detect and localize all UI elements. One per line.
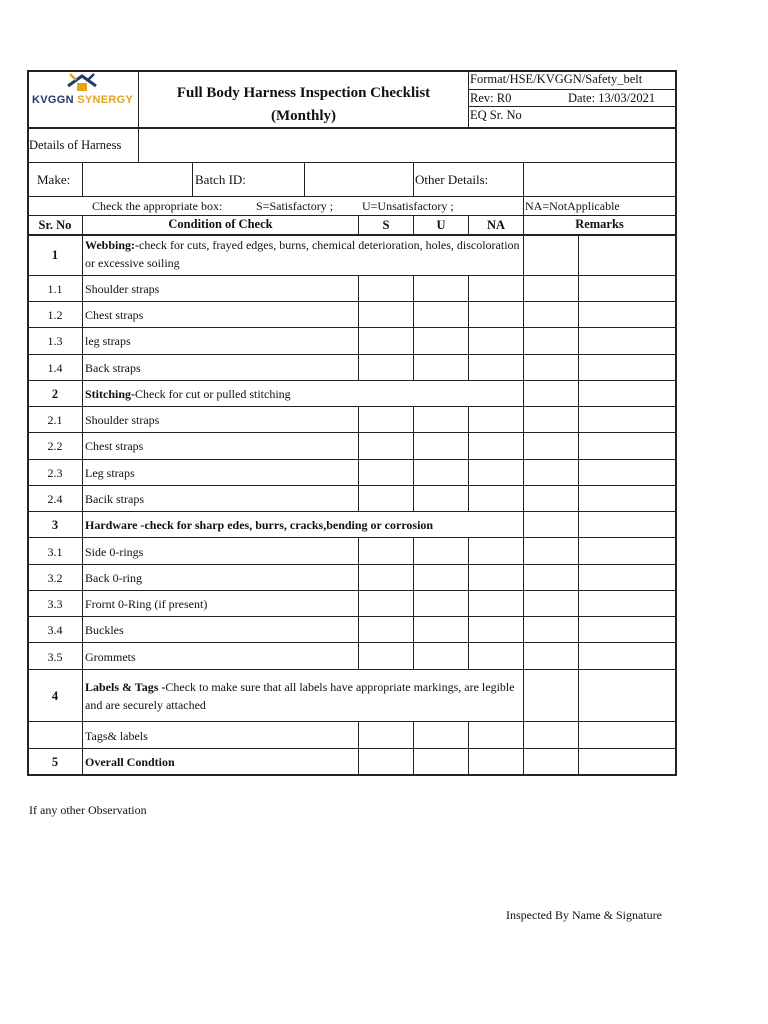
form-title: Full Body Harness Inspection Checklist: [176, 85, 431, 101]
batch-id-field[interactable]: [305, 163, 413, 196]
logo-text-synergy: SYNERGY: [77, 94, 134, 106]
item-number: 1.2: [47, 308, 63, 322]
item-number: 2.3: [47, 466, 63, 480]
item-label: Tags& labels: [85, 729, 148, 743]
details-of-harness-field[interactable]: [139, 129, 675, 162]
other-details-field[interactable]: [524, 163, 675, 196]
section-heading-bold: Overall Condtion: [85, 755, 175, 769]
issue-date: Date: 13/03/2021: [568, 91, 656, 105]
col-header-na: NA: [486, 218, 506, 232]
section-number: 5: [51, 755, 59, 769]
col-header-condition: Condition of Check: [168, 217, 273, 231]
house-tools-icon: [62, 72, 102, 94]
other-observation-label: If any other Observation: [29, 803, 147, 817]
item-label: Back straps: [85, 361, 141, 375]
other-details-label: Other Details:: [415, 172, 489, 187]
item-number: 2.2: [47, 439, 63, 453]
item-label: Shoulder straps: [85, 413, 160, 427]
details-of-harness-label: Details of Harness: [29, 138, 122, 152]
section-heading-bold: Webbing:-: [85, 238, 140, 252]
item-label: Frornt 0-Ring (if present): [85, 597, 208, 611]
col-header-u: U: [436, 218, 446, 232]
item-number: 3.1: [47, 545, 63, 559]
section-heading: [85, 519, 433, 531]
section-heading-text: Check for cut or pulled stitching: [135, 387, 291, 401]
company-logo: [30, 72, 136, 124]
item-label: Buckles: [85, 623, 124, 637]
logo-text-kvggn: KVGGN: [32, 94, 74, 106]
item-label: Chest straps: [85, 308, 144, 322]
make-field[interactable]: [83, 163, 192, 196]
item-label: Leg straps: [85, 466, 135, 480]
inspected-by-label: Inspected By Name & Signature: [506, 908, 662, 922]
item-number: 3.4: [47, 623, 63, 637]
col-header-remarks: Remarks: [575, 217, 624, 231]
item-number: 1.1: [47, 282, 63, 296]
section-heading-bold: Stitching-: [85, 387, 136, 401]
item-number: 2.1: [47, 413, 63, 427]
item-number: 3.2: [47, 571, 63, 585]
section-heading-text: Check to make sure that all labels have appropriate markings, are legible and are securely attached: [85, 680, 515, 712]
form-subtitle: (Monthly): [271, 108, 336, 124]
section-heading-text: check for sharp edes, burrs, cracks,bending or corrosion: [144, 518, 434, 532]
check-box-instruction: Check the appropriate box:: [92, 199, 223, 213]
legend-satisfactory: S=Satisfactory ;: [256, 199, 334, 213]
section-number: 4: [51, 689, 59, 703]
item-label: Chest straps: [85, 439, 144, 453]
item-label: Shoulder straps: [85, 282, 160, 296]
section-heading: [85, 236, 521, 272]
section-heading-text: check for cuts, frayed edges, burns, chemical deterioration, holes, discoloration or excessive soiling: [85, 238, 520, 270]
section-number: 1: [51, 248, 59, 262]
revision: Rev: R0: [470, 91, 512, 105]
format-code: Format/HSE/KVGGN/Safety_belt: [470, 72, 643, 86]
section-heading-bold: Hardware -: [85, 518, 145, 532]
legend-not-applicable: NA=NotApplicable: [525, 199, 620, 213]
item-label: Side 0-rings: [85, 545, 144, 559]
item-number: 3.5: [47, 650, 63, 664]
section-number: 2: [51, 387, 59, 401]
col-header-srno: Sr. No: [38, 218, 72, 232]
section-heading-bold: Labels & Tags -: [85, 680, 166, 694]
item-label: Grommets: [85, 650, 136, 664]
item-label: Bacik straps: [85, 492, 144, 506]
make-label: Make:: [37, 172, 71, 187]
col-header-s: S: [382, 218, 390, 232]
item-label: Back 0-ring: [85, 571, 142, 585]
section-heading: [85, 678, 521, 714]
item-label: leg straps: [85, 334, 131, 348]
batch-id-label: Batch ID:: [195, 172, 246, 187]
section-heading: [85, 388, 291, 400]
section-number: 3: [51, 518, 59, 532]
legend-unsatisfactory: U=Unsatisfactory ;: [362, 199, 454, 213]
eq-sr-no-label: EQ Sr. No: [470, 108, 522, 122]
item-number: 1.4: [47, 361, 63, 375]
item-number: 3.3: [47, 597, 63, 611]
item-number: 2.4: [47, 492, 63, 506]
item-number: 1.3: [47, 334, 63, 348]
